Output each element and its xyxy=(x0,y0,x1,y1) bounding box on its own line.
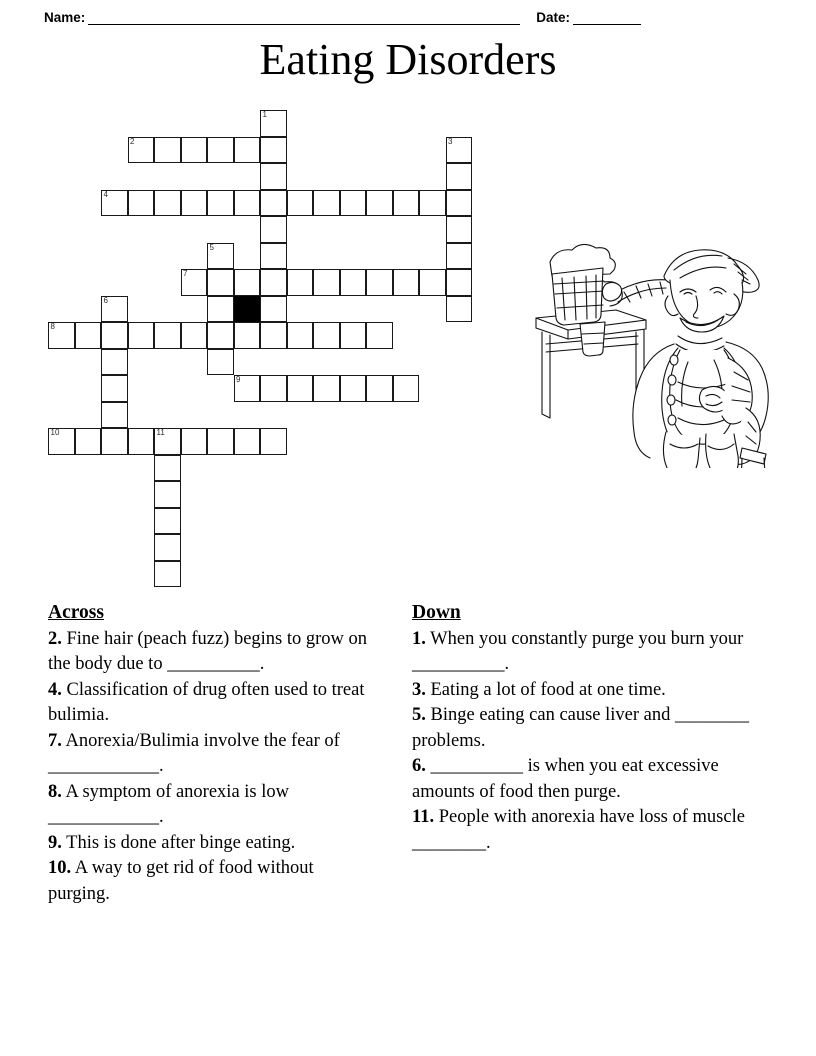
clue-text: Anorexia/Bulimia involve the fear of ____________. xyxy=(48,730,340,776)
grid-cell[interactable] xyxy=(446,296,473,323)
grid-cell[interactable] xyxy=(181,137,208,164)
grid-cell[interactable] xyxy=(154,322,181,349)
grid-cell[interactable] xyxy=(234,190,261,217)
date-input-line[interactable] xyxy=(573,10,641,25)
grid-cell[interactable] xyxy=(234,322,261,349)
clue-text: Fine hair (peach fuzz) begins to grow on the body due to __________. xyxy=(48,628,368,674)
grid-cell[interactable] xyxy=(446,163,473,190)
grid-cell-numbered-10[interactable] xyxy=(48,428,75,455)
grid-cell[interactable] xyxy=(154,508,181,535)
cell-number-1: 1 xyxy=(262,110,267,119)
cell-number-10: 10 xyxy=(50,428,60,437)
grid-cell[interactable] xyxy=(207,269,234,296)
grid-cell-numbered-2[interactable] xyxy=(128,137,155,164)
grid-cell[interactable] xyxy=(393,269,420,296)
grid-cell[interactable] xyxy=(234,137,261,164)
cell-number-3: 3 xyxy=(448,136,453,146)
grid-cell[interactable] xyxy=(154,455,181,482)
grid-cell[interactable] xyxy=(393,190,420,217)
grid-cell[interactable] xyxy=(128,428,155,455)
grid-cell[interactable] xyxy=(260,137,287,164)
grid-cell[interactable] xyxy=(419,190,446,217)
clue-number: 4. xyxy=(48,679,62,700)
grid-cell[interactable] xyxy=(260,190,287,217)
down-clue-11 xyxy=(412,805,757,856)
across-clue-9 xyxy=(48,831,378,857)
grid-cell[interactable] xyxy=(128,190,155,217)
cell-number-5: 5 xyxy=(209,242,214,252)
across-clue-8 xyxy=(48,780,378,831)
grid-cell[interactable] xyxy=(101,349,128,376)
grid-cell[interactable] xyxy=(260,243,287,270)
grid-cell-numbered-1[interactable] xyxy=(260,110,287,137)
grid-cell[interactable] xyxy=(313,190,340,217)
clue-number: 1. xyxy=(412,628,426,649)
grid-cell[interactable] xyxy=(207,190,234,217)
grid-cell[interactable] xyxy=(393,375,420,402)
grid-cell[interactable] xyxy=(287,269,314,296)
grid-cell-numbered-7[interactable] xyxy=(181,269,208,296)
down-clue-1 xyxy=(412,627,757,678)
grid-cell-numbered-5[interactable] xyxy=(207,243,234,270)
grid-cell-numbered-11[interactable] xyxy=(154,428,181,455)
grid-cell[interactable] xyxy=(260,375,287,402)
grid-cell[interactable] xyxy=(207,428,234,455)
clue-text: When you constantly purge you burn your __________. xyxy=(412,628,744,674)
grid-cell[interactable] xyxy=(154,561,181,588)
cell-number-8: 8 xyxy=(50,322,55,331)
across-clue-2 xyxy=(48,627,378,678)
grid-cell[interactable] xyxy=(154,190,181,217)
grid-cell[interactable] xyxy=(366,322,393,349)
grid-cell-numbered-8[interactable] xyxy=(48,322,75,349)
grid-cell[interactable] xyxy=(260,216,287,243)
down-heading: Down xyxy=(412,602,461,623)
grid-cell[interactable] xyxy=(287,375,314,402)
clue-number: 6. xyxy=(412,756,426,776)
name-input-line[interactable] xyxy=(88,10,520,25)
cell-number-2: 2 xyxy=(130,136,135,146)
down-clue-3 xyxy=(412,678,757,704)
grid-cell[interactable] xyxy=(340,375,367,402)
clue-number: 11. xyxy=(412,807,435,827)
name-label: Name: xyxy=(44,10,86,25)
cell-number-4: 4 xyxy=(103,189,108,199)
grid-cell[interactable] xyxy=(101,375,128,402)
cell-number-9: 9 xyxy=(236,375,241,384)
grid-cell[interactable] xyxy=(313,322,340,349)
across-clues-column xyxy=(48,600,378,907)
grid-cell[interactable] xyxy=(287,322,314,349)
grid-cell[interactable] xyxy=(181,322,208,349)
across-clue-10 xyxy=(48,856,378,907)
grid-cell[interactable] xyxy=(207,296,234,323)
grid-cell[interactable] xyxy=(207,349,234,376)
grid-cell[interactable] xyxy=(128,322,155,349)
grid-cell[interactable] xyxy=(419,269,446,296)
down-clues-column xyxy=(412,600,757,856)
grid-cell[interactable] xyxy=(75,428,102,455)
grid-cell[interactable] xyxy=(154,534,181,561)
grid-cell-numbered-3[interactable] xyxy=(446,137,473,164)
grid-cell[interactable] xyxy=(234,428,261,455)
across-clue-4 xyxy=(48,678,378,729)
clue-number: 7. xyxy=(48,730,62,751)
grid-cell[interactable] xyxy=(260,296,287,323)
grid-cell[interactable] xyxy=(366,190,393,217)
across-clue-7 xyxy=(48,729,378,780)
grid-cell-numbered-9[interactable] xyxy=(234,375,261,402)
grid-cell[interactable] xyxy=(101,428,128,455)
cell-number-11: 11 xyxy=(156,428,165,437)
clue-number: 10. xyxy=(48,858,72,878)
grid-cell[interactable] xyxy=(154,137,181,164)
grid-cell[interactable] xyxy=(340,190,367,217)
grid-cell[interactable] xyxy=(446,190,473,217)
crossword-grid[interactable] xyxy=(48,110,478,600)
grid-cell-numbered-4[interactable] xyxy=(101,190,128,217)
down-clue-5 xyxy=(412,703,757,754)
grid-block-cell xyxy=(234,296,261,323)
grid-cell[interactable] xyxy=(207,322,234,349)
grid-cell[interactable] xyxy=(446,269,473,296)
clue-text: __________ is when you eat excessive amounts of food then purge. xyxy=(412,756,719,802)
clue-text: Eating a lot of food at one time. xyxy=(425,679,666,700)
grid-cell[interactable] xyxy=(446,243,473,270)
clue-text: A symptom of anorexia is low ____________. xyxy=(48,781,289,827)
clue-number: 3. xyxy=(412,679,426,700)
clue-number: 5. xyxy=(412,705,426,725)
cell-number-6: 6 xyxy=(103,295,108,305)
grid-cell[interactable] xyxy=(260,322,287,349)
grid-cell[interactable] xyxy=(313,375,340,402)
grid-cell[interactable] xyxy=(287,190,314,217)
grid-cell[interactable] xyxy=(101,322,128,349)
grid-cell[interactable] xyxy=(340,269,367,296)
grid-cell[interactable] xyxy=(260,428,287,455)
cell-number-7: 7 xyxy=(183,269,188,278)
grid-cell[interactable] xyxy=(340,322,367,349)
down-clue-6 xyxy=(412,754,757,805)
clue-number: 2. xyxy=(48,628,62,649)
illustration-jolly-man-with-tankard xyxy=(528,232,776,468)
clue-text: Binge eating can cause liver and ________ problems. xyxy=(412,705,750,751)
down-clue-list xyxy=(412,627,757,857)
grid-cell[interactable] xyxy=(154,481,181,508)
grid-cell[interactable] xyxy=(446,216,473,243)
across-heading: Across xyxy=(48,602,104,623)
grid-cell[interactable] xyxy=(260,269,287,296)
grid-cell[interactable] xyxy=(366,269,393,296)
grid-cell[interactable] xyxy=(234,269,261,296)
grid-cell[interactable] xyxy=(181,428,208,455)
name-date-row xyxy=(44,0,774,26)
grid-cell[interactable] xyxy=(207,137,234,164)
grid-cell[interactable] xyxy=(181,190,208,217)
grid-cell[interactable] xyxy=(260,163,287,190)
clue-number: 9. xyxy=(48,832,62,853)
grid-cell[interactable] xyxy=(366,375,393,402)
clue-number: 8. xyxy=(48,781,62,802)
grid-cell[interactable] xyxy=(75,322,102,349)
page-title: Eating Disorders xyxy=(259,35,557,84)
clue-text: People with anorexia have loss of muscle ________. xyxy=(412,807,745,853)
clue-text: This is done after binge eating. xyxy=(61,832,296,853)
grid-cell[interactable] xyxy=(313,269,340,296)
date-label: Date: xyxy=(536,10,571,25)
clue-text: Classification of drug often used to treat bulimia. xyxy=(48,679,365,725)
clue-text: A way to get rid of food without purging. xyxy=(48,858,314,904)
grid-cell-numbered-6[interactable] xyxy=(101,296,128,323)
grid-cell[interactable] xyxy=(101,402,128,429)
across-clue-list xyxy=(48,627,378,908)
